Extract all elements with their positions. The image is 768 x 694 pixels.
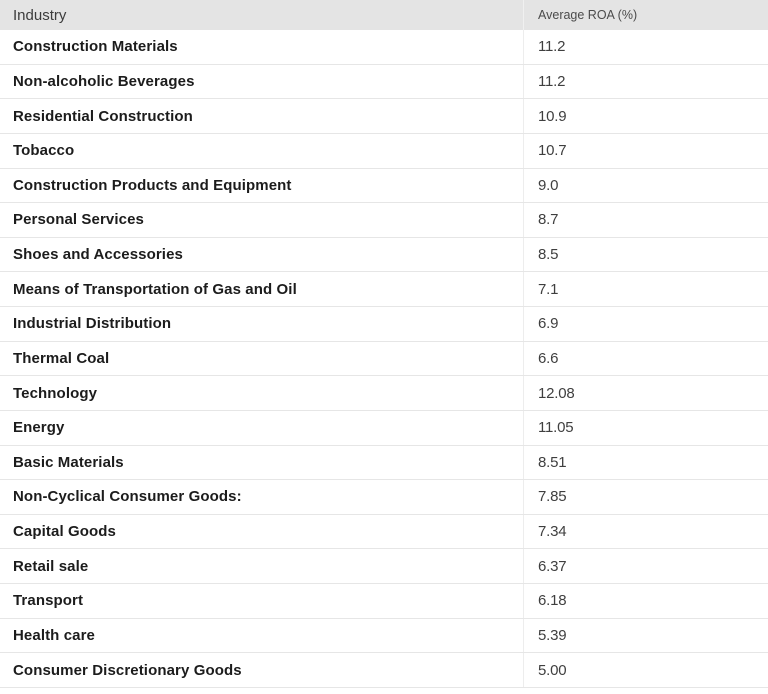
table-row — [0, 411, 768, 446]
roa-cell: 12.08 — [523, 376, 768, 410]
table-row — [0, 169, 768, 204]
table-row — [0, 272, 768, 307]
industry-cell: Means of Transportation of Gas and Oil — [13, 280, 297, 298]
industry-cell: Health care — [13, 626, 95, 644]
industry-cell: Consumer Discretionary Goods — [13, 661, 242, 679]
industry-cell: Industrial Distribution — [13, 315, 172, 333]
table-row — [0, 619, 768, 654]
table-row — [0, 446, 768, 481]
table-row — [0, 653, 768, 688]
table-row — [0, 65, 768, 100]
roa-cell: 11.05 — [523, 411, 768, 445]
roa-cell: 7.34 — [523, 515, 768, 549]
industry-cell: Personal Services — [13, 211, 144, 229]
roa-cell: 7.85 — [523, 480, 768, 514]
roa-cell: 10.9 — [523, 99, 768, 133]
industry-cell: Construction Products and Equipment — [13, 176, 292, 194]
table-row — [0, 238, 768, 273]
industry-cell: Shoes and Accessories — [13, 246, 183, 264]
table-row — [0, 515, 768, 550]
roa-cell: 6.9 — [523, 307, 768, 341]
header-roa-label: Average ROA (%) — [523, 0, 768, 30]
table-row — [0, 549, 768, 584]
industry-cell: Basic Materials — [13, 453, 124, 471]
roa-cell: 5.00 — [523, 653, 768, 687]
roa-cell: 6.37 — [523, 549, 768, 583]
header-industry-label: Industry — [13, 6, 67, 24]
table-row — [0, 480, 768, 515]
roa-cell: 11.2 — [523, 65, 768, 99]
industry-cell: Tobacco — [13, 142, 75, 160]
roa-cell: 5.39 — [523, 619, 768, 653]
roa-cell: 6.6 — [523, 342, 768, 376]
roa-cell: 6.18 — [523, 584, 768, 618]
roa-cell: 8.5 — [523, 238, 768, 272]
industry-cell: Capital Goods — [13, 523, 116, 541]
table-row — [0, 134, 768, 169]
roa-cell: 8.51 — [523, 446, 768, 480]
industry-cell: Technology — [13, 384, 98, 402]
industry-cell: Transport — [13, 592, 84, 610]
roa-cell: 11.2 — [523, 30, 768, 64]
roa-cell: 7.1 — [523, 272, 768, 306]
industry-cell: Energy — [13, 419, 65, 437]
roa-cell: 8.7 — [523, 203, 768, 237]
industry-cell: Non-alcoholic Beverages — [13, 72, 195, 90]
industry-cell: Thermal Coal — [13, 349, 110, 367]
table-row — [0, 30, 768, 65]
table-row — [0, 307, 768, 342]
table-row — [0, 376, 768, 411]
roa-cell: 9.0 — [523, 169, 768, 203]
industry-cell: Construction Materials — [13, 38, 178, 56]
industry-cell: Residential Construction — [13, 107, 193, 125]
table-row — [0, 584, 768, 619]
roa-cell: 10.7 — [523, 134, 768, 168]
table-body — [0, 30, 768, 688]
table-row — [0, 342, 768, 377]
table-row — [0, 203, 768, 238]
industry-cell: Retail sale — [13, 557, 89, 575]
table-header — [0, 0, 768, 30]
table-row — [0, 99, 768, 134]
industry-cell: Non-Cyclical Consumer Goods: — [13, 488, 242, 506]
